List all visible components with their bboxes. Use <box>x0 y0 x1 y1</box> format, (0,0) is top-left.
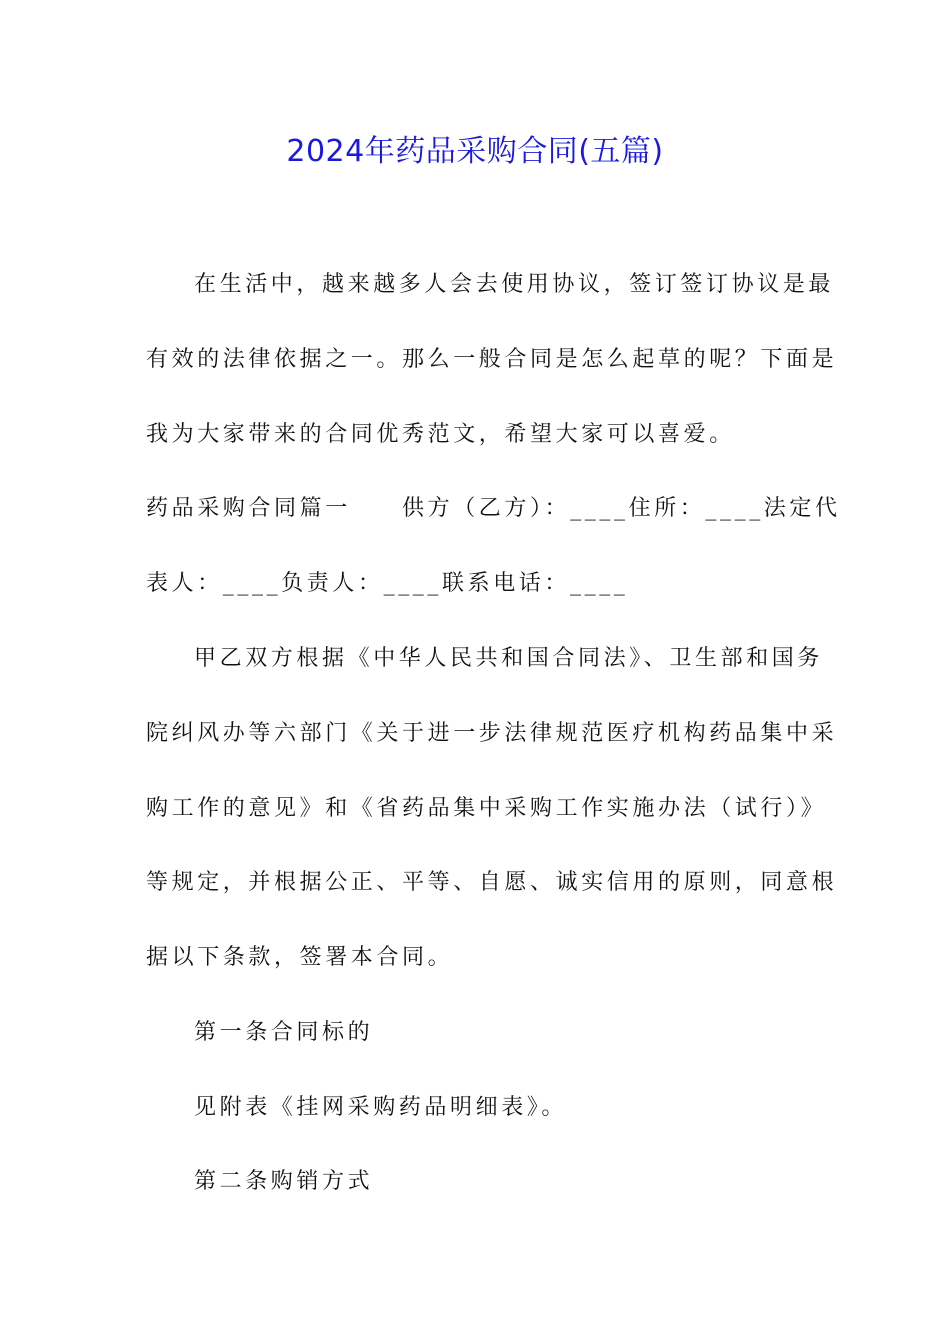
paragraph-line-1: 在生活中，越来越多人会去使用协议，签订签订协议是最 <box>194 272 835 297</box>
paragraph-line-7: 院纠风办等六部门《关于进一步法律规范医疗机构药品集中采 <box>146 721 838 746</box>
paragraph-line-3: 我为大家带来的合同优秀范文，希望大家可以喜爱。 <box>146 422 735 447</box>
paragraph-line-2: 有效的法律依据之一。那么一般合同是怎么起草的呢？下面是 <box>146 347 838 372</box>
paragraph-line-6: 甲乙双方根据《中华人民共和国合同法》、卫生部和国务 <box>194 646 824 671</box>
paragraph-line-4: 药品采购合同篇一 供方（乙方）：____住所：____法定代 <box>146 496 841 521</box>
paragraph-line-11: 见附表《挂网采购药品明细表》。 <box>194 1095 568 1120</box>
document-title: 2024年药品采购合同(五篇) <box>286 134 664 169</box>
paragraph-line-10: 据以下条款，签署本合同。 <box>146 945 454 970</box>
paragraph-line-9: 等规定，并根据公正、平等、自愿、诚实信用的原则，同意根 <box>146 870 838 895</box>
paragraph-line-5: 表人：____负责人：____联系电话：____ <box>146 571 629 596</box>
paragraph-line-8: 购工作的意见》和《省药品集中采购工作实施办法（试行）》 <box>146 796 827 821</box>
section-heading-2: 第二条购销方式 <box>194 1169 374 1194</box>
section-heading-1: 第一条合同标的 <box>194 1020 374 1045</box>
